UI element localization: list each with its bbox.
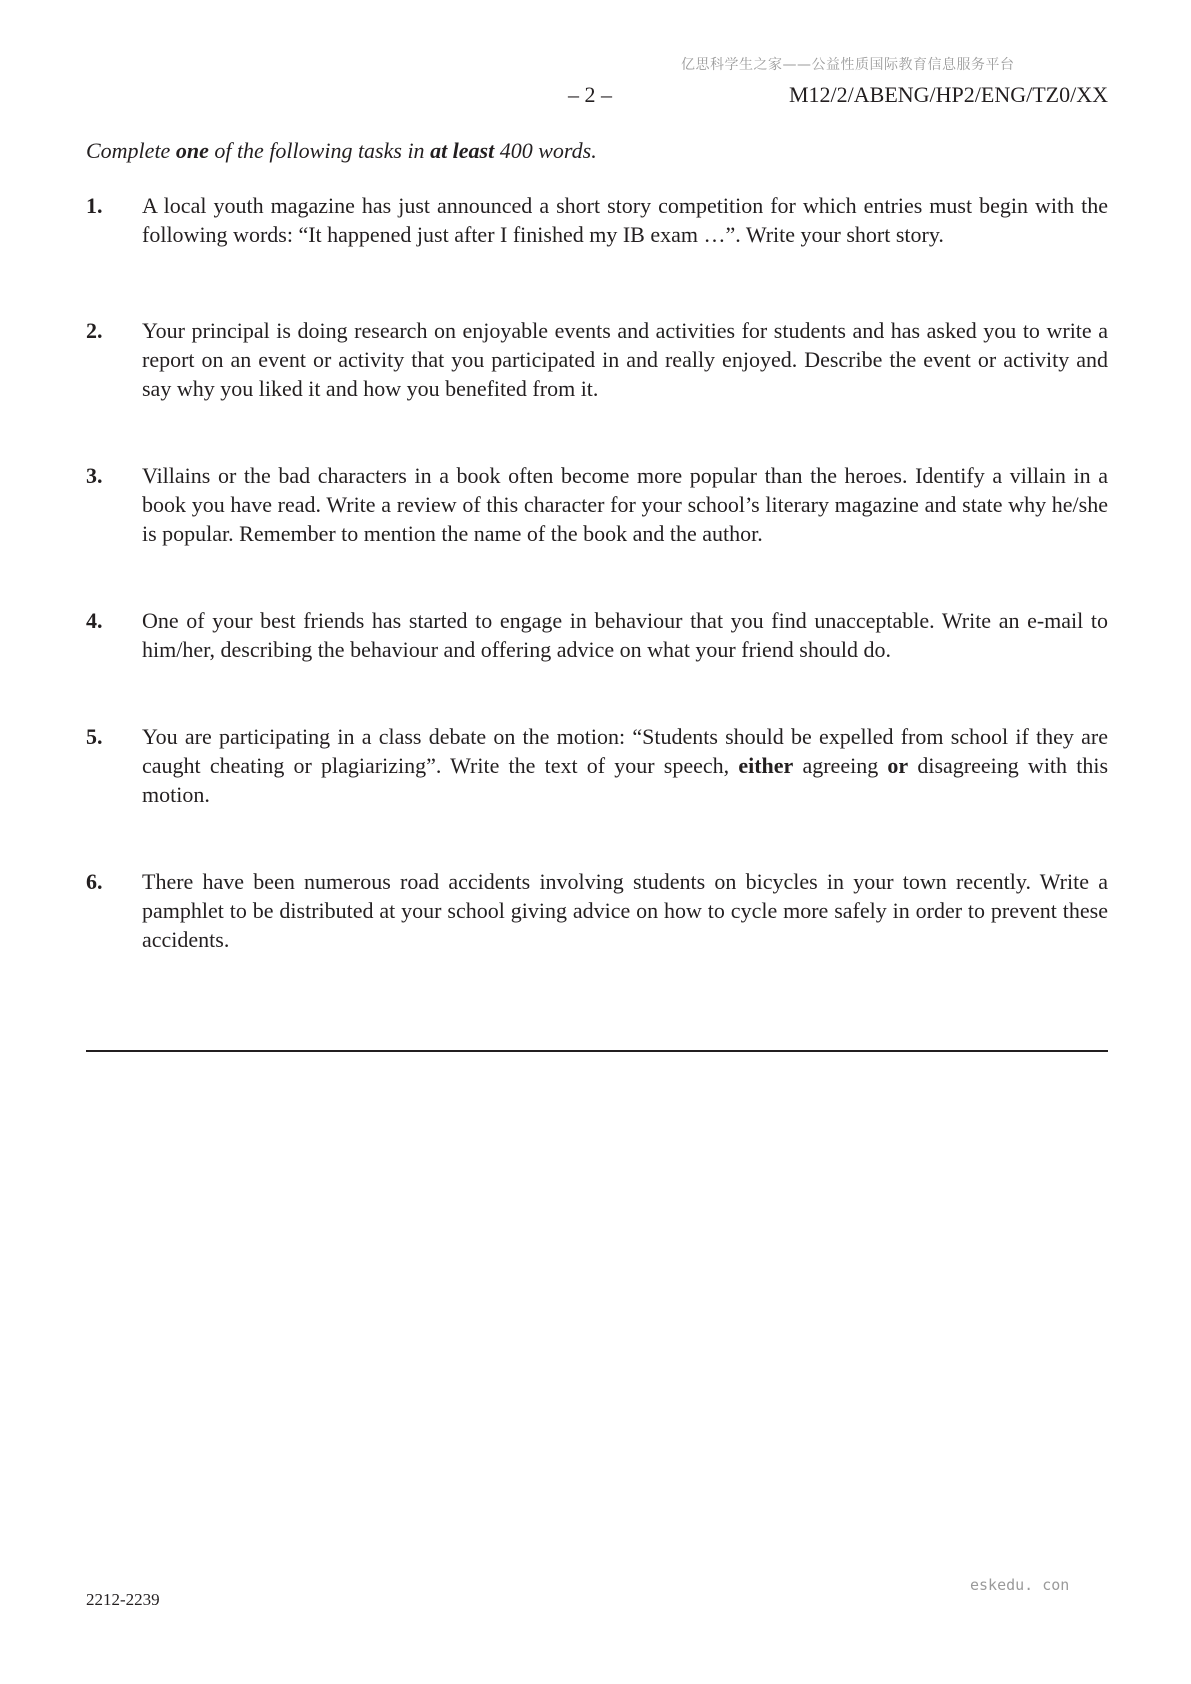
task-text: One of your best friends has started to engage in behaviour that you find unacceptable. Write an e-mail to him/her, describing the behaviour and offering advice on what your friend should do.	[142, 608, 1108, 662]
task-text-part: disagreeing with this motion.	[142, 753, 1109, 807]
page-number: – 2 –	[568, 82, 612, 107]
task-text: There have been numerous road accidents involving students on bicycles in your town recently. Write a pamphlet to be distributed at your school giving advice on how to cycle more safely in order to prevent these accidents.	[142, 869, 1108, 952]
task-2	[86, 316, 1108, 403]
task-text: Villains or the bad characters in a book often become more popular than the heroes. Identify a villain in a book you have read. Write a review of this character for your school’s literary magazine and state why he/she is popular. Remember to mention the name of the book and the author.	[142, 463, 1108, 546]
document-code: M12/2/ABENG/HP2/ENG/TZ0/XX	[789, 82, 1108, 107]
task-text: A local youth magazine has just announced a short story competition for which entries must begin with the following words: “It happened just after I finished my IB exam …”. Write your short story.	[142, 193, 1108, 247]
task-text	[142, 722, 1108, 809]
instructions-suffix: 400 words.	[494, 138, 597, 163]
task-number: 3.	[86, 463, 103, 488]
task-number: 4.	[86, 608, 103, 633]
instructions-middle: of the following tasks in	[208, 138, 431, 163]
task-text-part: agreeing	[793, 753, 888, 778]
task-5	[86, 722, 1108, 809]
instructions	[86, 138, 597, 164]
task-text-part: You are participating in a class debate on the motion: “Students should be expelled from school if they are caught cheating or plagiarizing”. Write the text of your speech,	[142, 724, 1108, 778]
task-number: 1.	[86, 193, 103, 218]
task-number: 2.	[86, 318, 103, 343]
instructions-prefix: Complete	[86, 138, 176, 163]
task-number: 6.	[86, 869, 103, 894]
task-number: 5.	[86, 724, 103, 749]
paper-code: 2212-2239	[86, 1590, 160, 1609]
task-text-either: either	[738, 753, 794, 778]
section-divider	[86, 1050, 1108, 1052]
task-text-or: or	[887, 753, 909, 778]
task-4	[86, 606, 1108, 664]
task-3	[86, 461, 1108, 548]
instructions-one: one	[175, 138, 209, 163]
task-text: Your principal is doing research on enjoyable events and activities for students and has asked you to write a report on an event or activity that you participated in and really enjoyed. Describe the event or activity and say why you liked it and how you benefited from it.	[142, 318, 1108, 401]
header-watermark: 亿思科学生之家——公益性质国际教育信息服务平台	[681, 57, 1015, 73]
footer-watermark: eskedu. con	[970, 1576, 1070, 1594]
task-6	[86, 867, 1108, 954]
instructions-at-least: at least	[430, 138, 495, 163]
task-1	[86, 191, 1108, 249]
